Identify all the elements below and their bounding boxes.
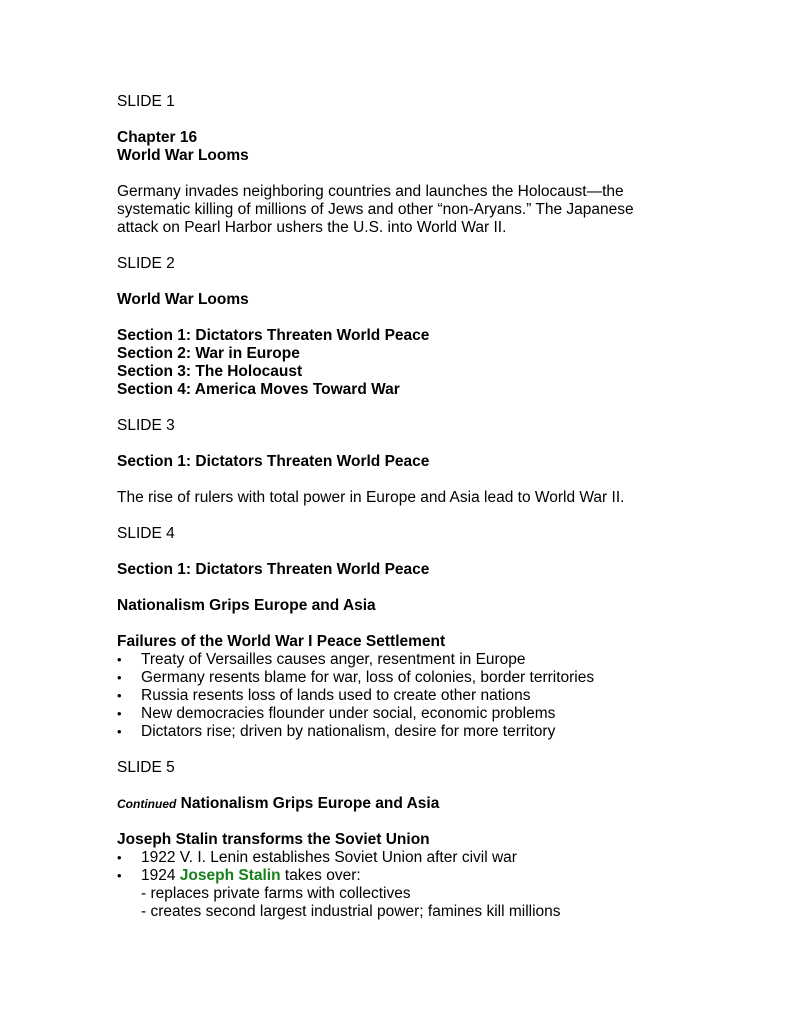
list-item: • New democracies flounder under social, economic problems bbox=[117, 705, 556, 722]
chapter-summary-line-3: attack on Pearl Harbor ushers the U.S. into World War II. bbox=[117, 219, 507, 236]
slide-3-label: SLIDE 3 bbox=[117, 417, 175, 434]
chapter-summary-line-1: Germany invades neighboring countries and launches the Holocaust—the bbox=[117, 183, 624, 200]
slide-1-label: SLIDE 1 bbox=[117, 93, 175, 110]
slide-4-label: SLIDE 4 bbox=[117, 525, 175, 542]
stalin-subpoint-2: - creates second largest industrial power; famines kill millions bbox=[141, 903, 561, 920]
stalin-subpoint-1: - replaces private farms with collectives bbox=[141, 885, 411, 902]
bullet-icon: • bbox=[117, 850, 122, 865]
bullet-icon: • bbox=[117, 868, 122, 883]
slide-5-subheading: Continued Nationalism Grips Europe and Asia bbox=[117, 795, 440, 812]
list-item: • 1924 Joseph Stalin takes over: bbox=[117, 867, 361, 884]
slide-4-subheading: Nationalism Grips Europe and Asia bbox=[117, 597, 376, 614]
slide-3-heading: Section 1: Dictators Threaten World Peace bbox=[117, 453, 430, 470]
section-4-title: Section 4: America Moves Toward War bbox=[117, 381, 400, 398]
bullet-icon: • bbox=[117, 688, 122, 703]
section-2-title: Section 2: War in Europe bbox=[117, 345, 300, 362]
chapter-title: World War Looms bbox=[117, 147, 249, 164]
highlighted-term: Joseph Stalin bbox=[179, 867, 281, 884]
stalin-list bbox=[117, 849, 717, 885]
slide-2-title: World War Looms bbox=[117, 291, 249, 308]
slide-3-body: The rise of rulers with total power in Europe and Asia lead to World War II. bbox=[117, 489, 625, 506]
section-1-title: Section 1: Dictators Threaten World Peace bbox=[117, 327, 430, 344]
bullet-icon: • bbox=[117, 724, 122, 739]
slide-5-list-title: Joseph Stalin transforms the Soviet Union bbox=[117, 831, 430, 848]
list-item: • Russia resents loss of lands used to create other nations bbox=[117, 687, 531, 704]
list-item: • 1922 V. I. Lenin establishes Soviet Union after civil war bbox=[117, 849, 517, 866]
list-item: • Dictators rise; driven by nationalism, desire for more territory bbox=[117, 723, 556, 740]
chapter-summary-line-2: systematic killing of millions of Jews and other “non-Aryans.” The Japanese bbox=[117, 201, 634, 218]
section-3-title: Section 3: The Holocaust bbox=[117, 363, 303, 380]
chapter-number: Chapter 16 bbox=[117, 129, 198, 146]
slide-4-list-title: Failures of the World War I Peace Settlement bbox=[117, 633, 446, 650]
slide-2-label: SLIDE 2 bbox=[117, 255, 175, 272]
bullet-icon: • bbox=[117, 670, 122, 685]
list-item: • Treaty of Versailles causes anger, resentment in Europe bbox=[117, 651, 526, 668]
bullet-icon: • bbox=[117, 706, 122, 721]
slide-4-heading: Section 1: Dictators Threaten World Peace bbox=[117, 561, 430, 578]
document-page bbox=[117, 93, 717, 921]
slide-5-label: SLIDE 5 bbox=[117, 759, 175, 776]
bullet-icon: • bbox=[117, 652, 122, 667]
peace-settlement-failures-list bbox=[117, 651, 717, 741]
continued-label: Continued bbox=[117, 797, 177, 811]
list-item: • Germany resents blame for war, loss of colonies, border territories bbox=[117, 669, 595, 686]
